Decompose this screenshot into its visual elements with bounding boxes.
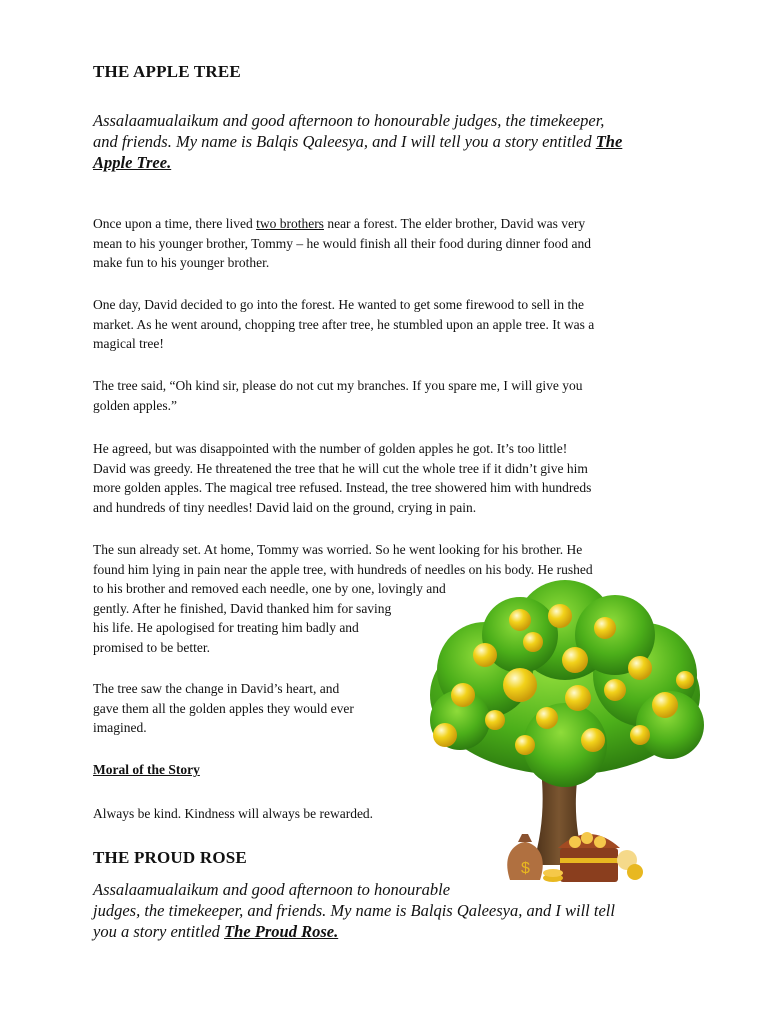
intro-line: and friends. My name is Balqis Qaleesya, and I will tell you a story entitled [93, 132, 596, 151]
story-title-link: Apple Tree. [93, 153, 172, 172]
text-line: mean to his younger brother, Tommy – he would finish all their food during dinner food and [93, 235, 592, 251]
text: Once upon a time, there lived [93, 216, 257, 231]
text-line: The tree saw the change in David’s heart, and [93, 681, 340, 696]
story-title-link: The [595, 132, 623, 151]
intro-paragraph [93, 110, 675, 173]
story-title-link: The Proud Rose. [224, 922, 339, 941]
story-paragraph [93, 295, 594, 354]
underlined-text: two brothers [256, 216, 324, 231]
svg-text:$: $ [521, 860, 530, 877]
story-title-apple-tree: THE APPLE TREE [93, 62, 241, 81]
text-line: magical tree! [93, 336, 164, 351]
text: near a forest. The elder brother, David was very [323, 216, 586, 231]
story-paragraph [93, 439, 591, 517]
money-bag-icon [507, 834, 543, 880]
story-paragraph [93, 679, 354, 738]
moral-heading: Moral of the Story [93, 762, 200, 777]
story-paragraph [93, 214, 591, 273]
text-line: and hundreds of tiny needles! David laid on the ground, crying in pain. [93, 499, 477, 515]
intro-line: you a story entitled [93, 922, 225, 941]
text-line: found him lying in pain near the apple tree, with hundreds of needles on his body. He rushed [93, 561, 593, 577]
text-line: promised to be better. [93, 639, 210, 655]
text-line: imagined. [93, 720, 147, 735]
text-line: to his brother and removed each needle, one by one, lovingly and [93, 581, 446, 596]
text-line: The sun already set. At home, Tommy was worried. So he went looking for his brother. He [93, 542, 583, 557]
moral-text: Always be kind. Kindness will always be rewarded. [93, 806, 374, 821]
intro-line: Assalaamualaikum and good afternoon to honourable [93, 880, 451, 899]
story-title-proud-rose: THE PROUD ROSE [93, 848, 247, 867]
text-line: gently. After he finished, David thanked him for saving [93, 600, 392, 616]
text-line: more golden apples. The magical tree refused. Instead, the tree showered him with hundreds [93, 480, 592, 495]
text-line: market. As he went around, chopping tree after tree, he stumbled upon an apple tree. It was a [93, 316, 595, 332]
gold-coins [543, 869, 563, 882]
treasure-chest-icon [558, 832, 643, 882]
text-line: golden apples.” [93, 397, 177, 413]
apple-tree-illustration [415, 580, 715, 890]
text-line: his life. He apologised for treating him badly and [93, 620, 359, 635]
text-line: David was greedy. He threatened the tree that he will cut the whole tree if it didn’t give him [93, 460, 588, 476]
text-line: The tree said, “Oh kind sir, please do not cut my branches. If you spare me, I will give you [93, 378, 583, 393]
text-line: make fun to his younger brother. [93, 255, 270, 270]
text-line: He agreed, but was disappointed with the number of golden apples he got. It’s too little! [93, 441, 568, 456]
story-paragraph [93, 376, 582, 415]
text-line: gave them all the golden apples they would ever [93, 700, 354, 716]
intro-line: Assalaamualaikum and good afternoon to honourable judges, the timekeeper, [93, 111, 605, 130]
intro-line: judges, the timekeeper, and friends. My name is Balqis Qaleesya, and I will tell [93, 901, 615, 920]
text-line: One day, David decided to go into the forest. He wanted to get some firewood to sell in the [93, 297, 584, 312]
